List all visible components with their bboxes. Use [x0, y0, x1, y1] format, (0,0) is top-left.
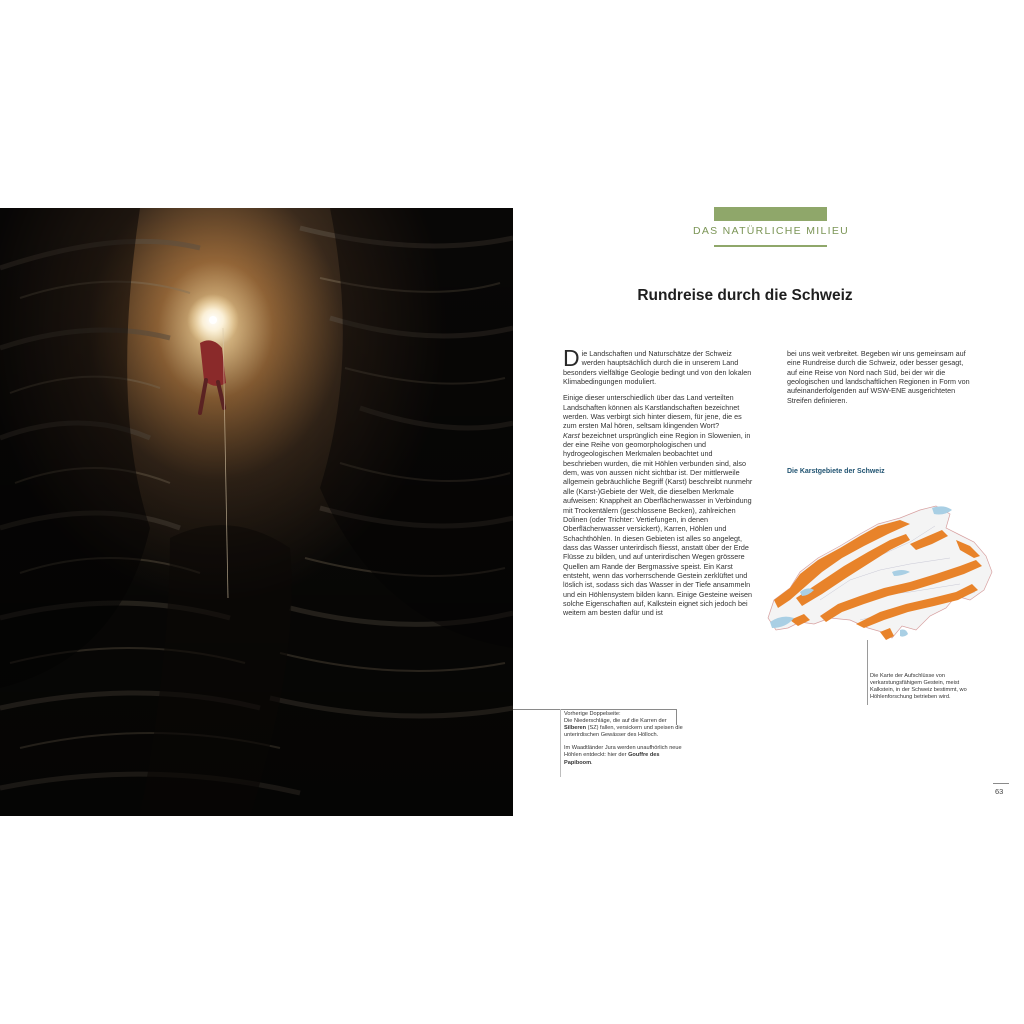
dropcap: D [563, 345, 580, 371]
section-bar-top [714, 207, 827, 221]
page-number-rule [993, 783, 1009, 784]
map-caption: Die Karte der Aufschlüsse von verkarstungsfähigem Gestein, meist Kalkstein, in der Schweiz bestimmt, wo Höhlenforschung betrieben wird. [870, 673, 967, 701]
section-bar-bottom [714, 245, 827, 247]
text-column-1 [563, 345, 753, 625]
map-caption-rule [867, 640, 868, 705]
cave-photo [0, 208, 513, 816]
page-title: Rundreise durch die Schweiz [637, 287, 853, 304]
karst-paragraph: Einige dieser unterschiedlich über das Land verteilten Landschaften können als Karstlandschaften bezeichnet werden. Was verbirgt sich hinter diesem, für jene, die es zum ersten Mal hören, seltsam klingenden Wort? Karst bezeichnet ursprünglich eine Region in Slowenien, in der eine Reihe von geomorphologischen und hydrogeologischen Merkmalen beobachtet und beschrieben wurden, die mit Höhlen verbunden sind, also dem, was von aussen nicht sichtbar ist. Der mittlerweile allgemein gebräuchliche Begriff (Karst) beschreibt nunmehr alle (Karst-)Gebiete der Welt, die dieselben Merkmale aufweisen: Knappheit an Oberflächenwasser in Verbindung mit Trockentälern (geschlossene Becken), zahlreichen Dolinen (oder Trichter: Vertiefungen, in denen Oberflächenwasser versickert), Karren, Höhlen und Schachthöhlen. In diesen Gebieten ist alles so angelegt, dass das Wasser unterirdisch fliesst, anstatt über der Erde Flüsse zu bilden, und auf unterirdischen Wegen grössere Quellen am Rande der Bergmassive speist. Ein Karst entsteht, wenn das vorherrschende Gestein zerklüftet und löslich ist, sodass sich das Wasser in der Tiefe ansammeln und ein Höhlensystem bilden kann. Einige Gesteine weisen solche Eigenschaften auf, Kalkstein eignet sich jedoch bei weitem am besten dafür und ist [563, 393, 753, 618]
text-column-2 [787, 349, 973, 412]
intro-paragraph: Die Landschaften und Naturschätze der Schweiz werden hauptsächlich durch die in unserem Land besonders vielfältige Geologie bedingt und von den lokalen Klimabedingungen moduliert. [563, 345, 752, 387]
switzerland-karst-map [760, 500, 996, 660]
caption-previous-spread: Vorherige Doppelseite: Die Niederschläge, die auf die Karren der Silberen (SZ) fallen, versickern und speisen die unterirdischen Gewässer des Hölloch. [564, 711, 683, 739]
page-number: 63 [995, 787, 1004, 796]
section-label: DAS NATÜRLICHE MILIEU [692, 225, 850, 237]
caption-rule [513, 709, 677, 710]
photo-caption [564, 711, 684, 773]
map-title: Die Karstgebiete der Schweiz [787, 468, 885, 475]
caption-rule-left [560, 709, 561, 777]
journey-paragraph: bei uns weit verbreitet. Begeben wir uns gemeinsam auf eine Rundreise durch die Schweiz, oder besser gesagt, auf eine Reise von Nord nach Süd, bei der wir die geologischen und landschaftlichen Regionen in Form von aufeinanderfolgenden auf WSW-ENE ausgerichteten Streifen definieren. [787, 349, 970, 405]
caption-current-photo: Im Waadtländer Jura werden unaufhörlich neue Höhlen entdeckt: hier der Gouffre des Papiboom. [564, 745, 682, 766]
